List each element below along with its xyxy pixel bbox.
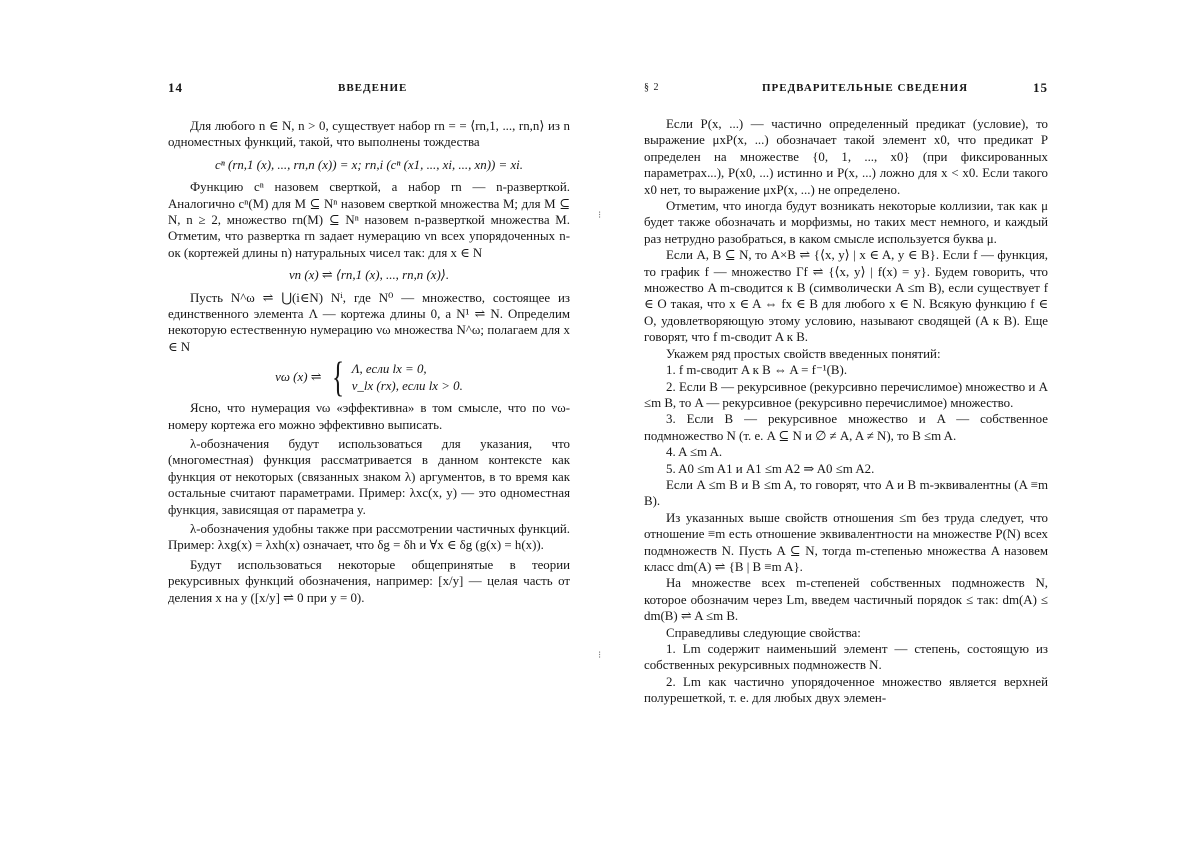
formula-numbering-nu-n: νn (x) ⇌ ⟨rn,1 (x), ..., rn,n (x)⟩. xyxy=(168,267,570,283)
paragraph: Если A ≤m B и B ≤m A, то говорят, что A и B m-эквивалентны (A ≡m B). xyxy=(644,477,1048,510)
paragraph: Если P(x, ...) — частично определенный предикат (условие), то выражение μxP(x, ...) обозначает такой элемент x0, что предикат P определен на множестве {0, 1, ..., x0} (при фиксированных параметрах...), P(x0, ...) истинно и P(x, ...) ложно для x < x0. Если такого x0 нет, то выражение μxP(x, ...) не определено. xyxy=(644,116,1048,198)
formula-case: ν_lx (rx), если lx > 0. xyxy=(352,378,463,394)
formula-convolution-identities: cⁿ (rn,1 (x), ..., rn,n (x)) = x; rn,i (cⁿ (x1, ..., xi, ..., xn)) = xi. xyxy=(168,157,570,173)
paragraph: Пусть N^ω ⇌ ⋃(i∈N) Nⁱ, где N⁰ — множество, состоящее из единственного элемента Λ — кортежа длины 0, а N¹ ⇌ N. Определим некоторую естественную нумерацию νω множества N^ω; полагаем для x ∈ N xyxy=(168,290,570,356)
right-page-header xyxy=(640,82,1048,102)
paragraph: Будут использоваться некоторые общепринятые в теории рекурсивных функций обозначения, например: [x/y] — целая часть от деления x на y ([x/y] ⇌ 0 при y = 0). xyxy=(168,557,570,606)
list-item: 1. f m-сводит A к B ⇔ A = f⁻¹(B). xyxy=(644,362,1048,378)
right-running-title: ПРЕДВАРИТЕЛЬНЫЕ СВЕДЕНИЯ xyxy=(762,82,968,94)
paragraph: На множестве всех m-степеней собственных подмножеств N, которое обозначим через Lm, введем частичный порядок ≤ так: dm(A) ≤ dm(B) ⇌ A ≤m B. xyxy=(644,575,1048,624)
left-page-header xyxy=(150,82,570,102)
list-item: 4. A ≤m A. xyxy=(644,444,1048,460)
list-item: 3. Если B — рекурсивное множество и A — собственное подмножество N (т. е. A ⊆ N и ∅ ≠ A, A ≠ N), то B ≤m A. xyxy=(644,411,1048,444)
formula-case: Λ, если lx = 0, xyxy=(352,361,463,377)
right-page-number: 15 xyxy=(1033,80,1048,96)
list-item: 1. Lm содержит наименьший элемент — степень, состоящую из собственных рекурсивных подмножеств N. xyxy=(644,641,1048,674)
right-page-body xyxy=(644,116,1048,707)
list-item: 2. Если B — рекурсивное (рекурсивно перечислимое) множество и A ≤m B, то A — рекурсивное (рекурсивно перечислимое) множество. xyxy=(644,379,1048,412)
paragraph: λ-обозначения удобны также при рассмотрении частичных функций. Пример: λxg(x) = λxh(x) означает, что δg = δh и ∀x ∈ δg (g(x) = h(x)). xyxy=(168,521,570,554)
paragraph: λ-обозначения будут использоваться для указания, что (многоместная) функция рассматривается в данном контексте как функция от некоторых (связанных знаком λ) аргументов, в то время как остальные считают параметрами. Пример: λxc(x, y) — это одноместная функция, зависящая от параметра y. xyxy=(168,436,570,518)
left-running-title: ВВЕДЕНИЕ xyxy=(338,82,407,94)
formula-numbering-nu-omega xyxy=(168,361,570,394)
paragraph: Если A, B ⊆ N, то A×B ⇌ {⟨x, y⟩ | x ∈ A, y ∈ B}. Если f — функция, то график f — множество Γf ⇌ {⟨x, y⟩ | f(x) = y}. Будем говорить, что множество A m-сводится к B (символически A ≤m B), если существует f ∈ O такая, что x ∈ A ⇔ fx ∈ B для любого x ∈ N. Всякую функцию f ∈ O, удовлетворяющую этому условию, называют сводящей (A к B). Еще говорят, что f m-сводит A к B. xyxy=(644,247,1048,345)
paragraph: Функцию cⁿ назовем сверткой, а набор rn — n-разверткой. Аналогично cⁿ(M) для M ⊆ Nⁿ назовем сверткой множества M; для M ⊆ N, n ≥ 2, множество rn(M) ⊆ Nⁿ назовем n-разверткой множества M. Отметим, что развертка rn задает нумерацию νn всех упорядоченных n-ок (кортежей длины n) натуральных чисел так: для x ∈ N xyxy=(168,179,570,261)
left-page-number: 14 xyxy=(168,80,183,96)
list-item: 2. Lm как частично упорядоченное множество является верхней полурешеткой, т. е. для любых двух элемен- xyxy=(644,674,1048,707)
paragraph: Из указанных выше свойств отношения ≤m без труда следует, что отношение ≡m есть отношение эквивалентности на множестве P(N) всех подмножеств N. Пусть A ⊆ N, тогда m-степенью множества A назовем класс dm(A) ⇌ {B | B ≡m A}. xyxy=(644,510,1048,576)
right-page xyxy=(640,0,1048,848)
section-mark: § 2 xyxy=(644,82,660,93)
left-page xyxy=(150,0,570,848)
paragraph: Ясно, что нумерация νω «эффективна» в том смысле, что по νω-номеру кортежа его можно эффективно выписать. xyxy=(168,400,570,433)
paragraph: Отметим, что иногда будут возникать некоторые коллизии, так как μ будет также обозначать и морфизмы, но таких мест немного, и каждый раз нетрудно разобраться, в каком смысле используется буква μ. xyxy=(644,198,1048,247)
left-page-body xyxy=(168,118,570,606)
formula-cases xyxy=(352,361,463,394)
list-item: 5. A0 ≤m A1 и A1 ≤m A2 ⇒ A0 ≤m A2. xyxy=(644,461,1048,477)
paragraph: Укажем ряд простых свойств введенных понятий: xyxy=(644,346,1048,362)
left-brace: { xyxy=(332,363,344,393)
paragraph: Справедливы следующие свойства: xyxy=(644,625,1048,641)
paragraph: Для любого n ∈ N, n > 0, существует набор rn = = ⟨rn,1, ..., rn,n⟩ из n одноместных функций, такой, что выполнены тождества xyxy=(168,118,570,151)
margin-tick-mark: ⁝ xyxy=(598,210,601,221)
margin-tick-mark: ⁝ xyxy=(598,650,601,661)
formula-lhs: νω (x) ⇌ xyxy=(275,369,321,385)
